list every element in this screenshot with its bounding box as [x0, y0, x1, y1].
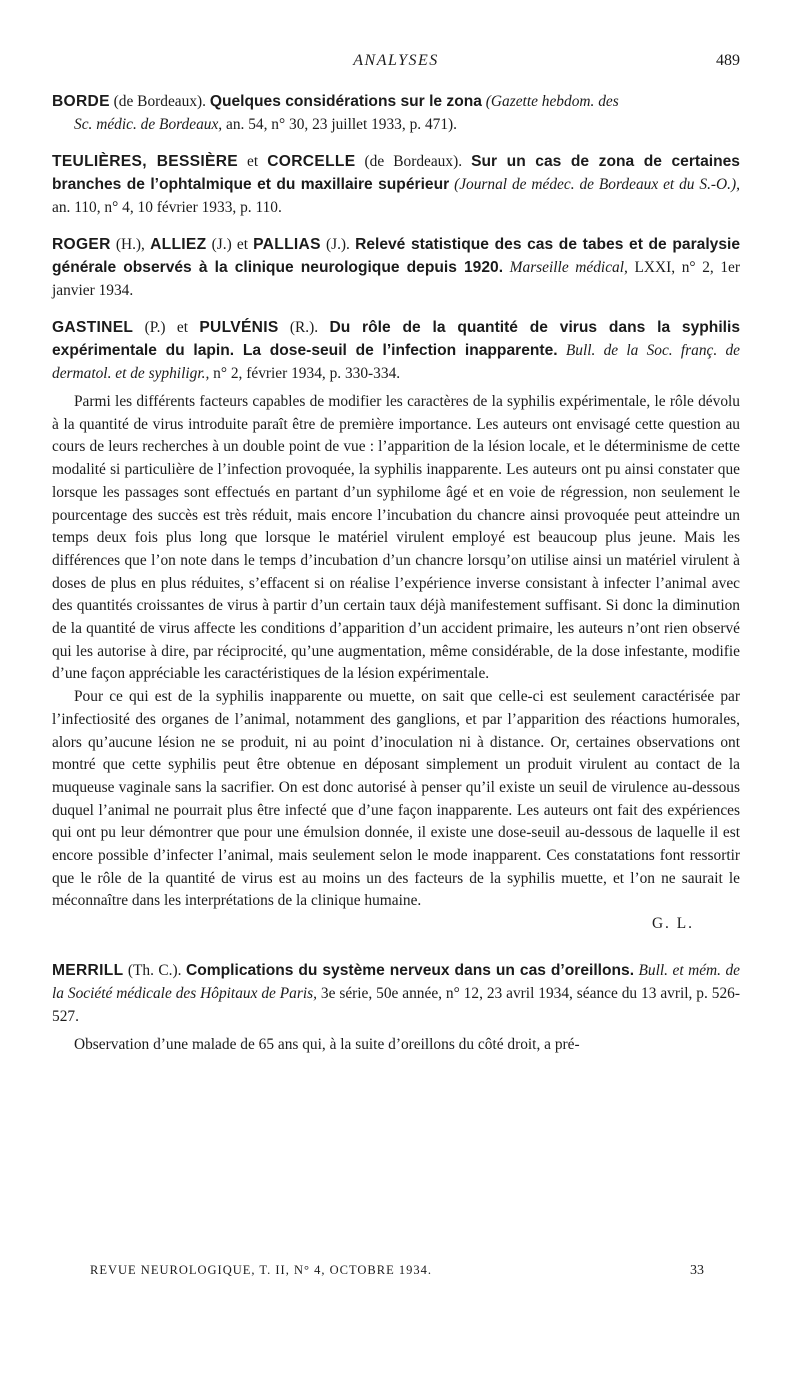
source-journal: (Gazette hebdom. des: [481, 93, 619, 110]
citation: [52, 316, 740, 385]
author-name: TEULIÈRES, BESSIÈRE: [52, 153, 238, 170]
bibliographic-entry: [52, 959, 740, 1057]
citation: [52, 959, 740, 1028]
reviewer-signature: G. L.: [651, 915, 694, 933]
author-name: GASTINEL: [52, 319, 134, 336]
page-footer: [52, 1263, 740, 1287]
source-journal: Bull. de la Soc. franç. de dermatol. et de syphiligr.,: [52, 342, 740, 382]
source-details: n° 2, février 1934, p. 330-334.: [209, 365, 401, 382]
author-name: PULVÉNIS: [199, 319, 279, 336]
author-name: ROGER: [52, 236, 111, 253]
journal-footer: REVUE NEUROLOGIQUE, T. II, N° 4, OCTOBRE 1934.: [90, 1263, 432, 1277]
author-name: ALLIEZ: [150, 236, 207, 253]
author-name: MERRILL: [52, 962, 124, 980]
bibliographic-entry: [52, 150, 740, 219]
source-journal-cont: Sc. médic. de Bordeaux,: [74, 116, 223, 133]
source-details: an. 110, n° 4, 10 février 1933, p. 110.: [52, 199, 282, 216]
abstract-paragraph: Pour ce qui est de la syphilis inapparente ou muette, on sait que celle-ci est seulement caractérisée par l’infectiosité des organes de l’animal, notamment des ganglions, et par l’apparition des réactions humorales, alors qu’aucune lésion ne se produit, ni au point d’inoculation ni à distance. Or, certaines observations ont montré que cette syphilis peut être obtenue en déposant simplement un produit virulent au contact de la muqueuse vaginale sans la sacrifier. On est donc autorisé à penser qu’il existe un seuil de virulence au-dessous duquel l’animal ne pourrait plus être infecté que d’une façon inapparente. Les auteurs ont fait des expériences qui ont pu leur démontrer que pour une émulsion donnée, il existe une dose-seuil au-dessous de laquelle il est encore possible d’infecter l’animal, mais seulement selon le mode inapparent. Ces constatations font ressortir que le rôle de la quantité de virus est au moins un des facteurs de la syphilis muette, et l’on ne saurait le méconnaître dans les interprétations de la clinique humaine.: [52, 688, 740, 910]
article-title: Quelques considérations sur le zona: [209, 93, 482, 110]
abstract-paragraph: Observation d’une malade de 65 ans qui, à la suite d’oreillons du côté droit, a pré-: [74, 1036, 580, 1054]
author-name: BORDE: [52, 93, 110, 110]
source-journal: (Journal de médec. de Bordeaux et du S.-O.),: [449, 176, 740, 193]
article-title: Relevé statistique des cas de tabes et de paralysie générale observés à la clinique neurologique depuis 1920.: [52, 236, 740, 276]
author-name: CORCELLE: [267, 153, 356, 170]
author-initial: (Th. C.).: [123, 962, 186, 980]
citation: [52, 150, 740, 219]
citation: [52, 90, 740, 136]
article-title: Du rôle de la quantité de virus dans la syphilis expérimentale du lapin. La dose-seuil de l’infection inapparente.: [52, 319, 740, 359]
author-affiliation: (de Bordeaux).: [355, 153, 472, 170]
source-details: an. 54, n° 30, 23 juillet 1933, p. 471).: [222, 116, 458, 133]
source-journal: Bull. et mém. de la Société médicale des Hôpitaux de Paris,: [52, 962, 740, 1003]
author-connector: et: [237, 153, 268, 170]
signature-mark: 33: [690, 1263, 704, 1278]
citation: [52, 233, 740, 302]
page: [52, 48, 740, 1057]
article-title: Complications du système nerveux dans un cas d’oreillons.: [185, 962, 635, 980]
abstract-paragraph: Parmi les différents facteurs capables de modifier les caractères de la syphilis expérimentale, le rôle dévolu à la quantité de virus introduite paraît être de première importance. Les auteurs ont envisagé cette question au cours de leurs recherches à un double point de vue : l’apparition de la lésion locale, et le déterminisme de cette modalité si particulière de l’infection provoquée, la syphilis inapparente. Les auteurs ont pu ainsi constater que lorsque les passages sont effectués en partant d’un syphilome âgé et en voie de régression, non seulement le pourcentage des succès est très réduit, mais encore l’incubation du chancre ainsi provoquée peut atteindre un temps deux fois plus long que lorsque le matériel virulent employé est beaucoup plus jeune. Mais les différences que l’on note dans le temps d’incubation d’un chancre lorsqu’on utilise ainsi un matériel virulent à doses de plus en plus réduites, s’effacent si on réalise l’expérience inverse consistant à infecter l’animal avec des quantités croissantes de virus à partir d’un certain taux déjà manifestement suffisant. Si donc la diminution de la quantité de virus affecte les conditions d’apparition d’un accident primaire, les auteurs n’ont rien observé qui les autorise à dire, par réciprocité, qu’une augmentation, même considérable, de la dose infestante, modifie d’une façon appréciable les caractéristiques de la lésion expérimentale.: [52, 393, 740, 683]
author-initial: (J.) et: [206, 236, 254, 253]
author-name: PALLIAS: [253, 236, 321, 253]
bibliographic-entry: [52, 316, 740, 933]
author-initial: (R.).: [278, 319, 330, 336]
bibliographic-entry: [52, 90, 740, 136]
article-title: Sur un cas de zona de certaines branches de l’ophtalmique et du maxillaire supérieur: [52, 153, 740, 193]
author-initial: (P.) et: [133, 319, 200, 336]
source-details: LXXI, n° 2, 1er janvier 1934.: [52, 259, 741, 299]
running-head: [52, 48, 740, 78]
source-details: 3e série, 50e année, n° 12, 23 avril 1934, séance du 13 avril, p. 526-527.: [52, 985, 740, 1026]
author-affiliation: (de Bordeaux).: [109, 93, 210, 110]
running-title: ANALYSES: [353, 52, 439, 69]
bibliographic-entry: [52, 233, 740, 302]
author-initial: (H.),: [110, 236, 151, 253]
author-initial: (J.).: [320, 236, 356, 253]
source-journal: Marseille médical,: [509, 259, 628, 276]
page-number: 489: [716, 52, 740, 69]
